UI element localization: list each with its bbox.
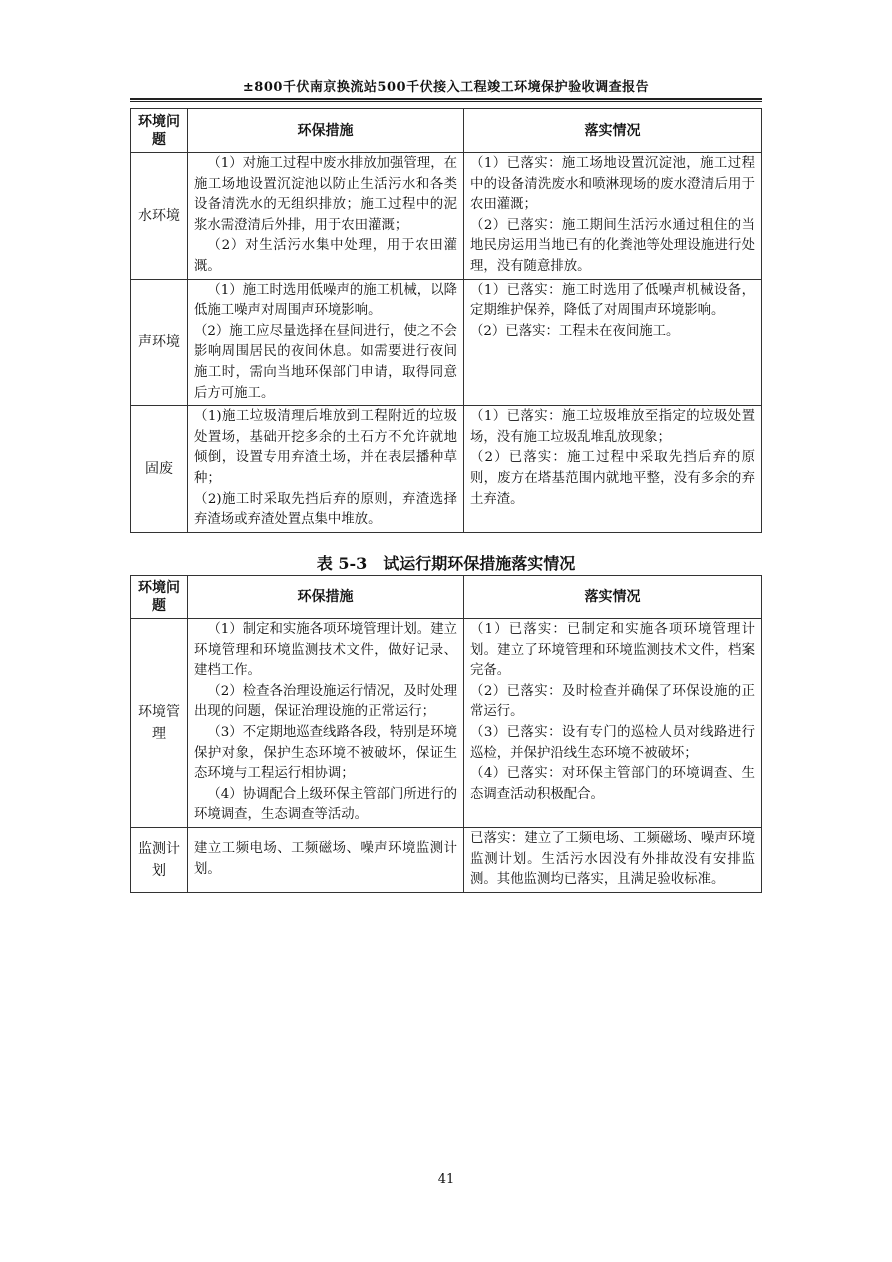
status-text: （1）已落实：施工场地设置沉淀池，施工过程中的设备清洗废水和喷淋现场的废水澄清后用于农田灌溉；	[470, 156, 755, 213]
status-text: （1）已落实：已制定和实施各项环境管理计划。建立了环境管理和环境监测技术文件，档案完备。	[470, 622, 755, 679]
measure-text: （1)施工垃圾清理后堆放到工程附近的垃圾处置场，基础开挖多余的土石方不允许就地倾倒，设置专用弃渣土场，并在表层播种草种；	[194, 409, 457, 486]
header-issue: 环境问题	[131, 576, 188, 619]
measure-text: （2）施工应尽量选择在昼间进行，使之不会影响周围居民的夜间休息。如需要进行夜间施工时，需向当地环保部门申请，取得同意后方可施工。	[194, 323, 457, 401]
status-text: （1）已落实：施工时选用了低噪声机械设备，定期维护保养，降低了对周围声环境影响。	[470, 282, 755, 319]
header-status: 落实情况	[464, 109, 762, 153]
status-text: （2）已落实：工程未在夜间施工。	[470, 323, 680, 339]
status-text: （2）已落实：施工期间生活污水通过租住的当地民房运用当地已有的化粪池等处理设施进行处理，没有随意排放。	[470, 217, 755, 274]
status-text: （4）已落实：对环保主管部门的环境调查、生态调查活动积极配合。	[470, 766, 755, 802]
header-status: 落实情况	[464, 576, 762, 619]
measure-text: （1）对施工过程中废水排放加强管理，在施工场地设置沉淀池以防止生活污水和各类设备清洗水的无组织排放；施工过程中的泥浆水需澄清后外排，用于农田灌溉；	[194, 156, 457, 233]
row-issue: 水环境	[131, 153, 188, 280]
header-issue: 环境问题	[131, 109, 188, 153]
status-text: （3）已落实：设有专门的巡检人员对线路进行巡检，并保护沿线生态环境不被破坏；	[470, 724, 755, 761]
table-caption: 表 5-3 试运行期环保措施落实情况	[316, 554, 576, 573]
row-status	[464, 619, 762, 828]
row-status	[464, 406, 762, 533]
page-number: 41	[437, 1172, 455, 1187]
row-measures	[188, 619, 464, 828]
status-text: （1）已落实：施工垃圾堆放至指定的垃圾处置场，没有施工垃圾乱堆乱放现象；	[470, 409, 755, 445]
row-status	[464, 279, 762, 406]
measure-text: （2)施工时采取先挡后弃的原则，弃渣选择弃渣场或弃渣处置点集中堆放。	[194, 491, 457, 528]
table-row	[131, 827, 762, 892]
header-rule	[130, 98, 762, 100]
row-measures	[188, 279, 464, 406]
row-status	[464, 153, 762, 280]
header-measures: 环保措施	[188, 109, 464, 153]
measure-text: （1）施工时选用低噪声的施工机械，以降低施工噪声对周围声环境影响。	[194, 282, 457, 319]
measure-text: （1）制定和实施各项环境管理计划。建立环境管理和环境监测技术文件，做好记录、建档工作。	[194, 622, 457, 679]
row-measures	[188, 406, 464, 533]
measure-text: （3）不定期地巡查线路各段，特别是环境保护对象，保护生态环境不被破坏，保证生态环境与工程运行相协调；	[194, 724, 457, 782]
row-measures	[188, 153, 464, 280]
construction-measures-table	[130, 108, 762, 533]
table-header-row	[131, 109, 762, 153]
header-measures: 环保措施	[188, 576, 464, 619]
page-header-title: ±800千伏南京换流站500千伏接入工程竣工环境保护验收调查报告	[242, 80, 650, 95]
row-status	[464, 827, 762, 892]
table-row	[131, 619, 762, 828]
row-issue: 声环境	[131, 279, 188, 406]
trial-operation-measures-table	[130, 575, 762, 893]
row-issue: 固废	[131, 406, 188, 533]
measure-text: （4）协调配合上级环保主管部门所进行的环境调查，生态调查等活动。	[194, 786, 457, 823]
measure-text: （2）对生活污水集中处理，用于农田灌溉。	[194, 238, 457, 274]
table-row	[131, 406, 762, 533]
row-measures	[188, 827, 464, 892]
status-text: （2）已落实：施工过程中采取先挡后弃的原则，废方在塔基范围内就地平整，没有多余的弃土弃渣。	[470, 450, 755, 507]
status-text: （2）已落实：及时检查并确保了环保设施的正常运行。	[470, 683, 755, 720]
status-text: 已落实：建立了工频电场、工频磁场、噪声环境监测计划。生活污水因没有外排故没有安排监测。其他监测均已落实，且满足验收标准。	[470, 830, 755, 888]
table-header-row	[131, 576, 762, 619]
row-issue: 监测计划	[131, 827, 188, 892]
header-rule-thin	[130, 101, 762, 102]
table-row	[131, 153, 762, 280]
measure-text: 建立工频电场、工频磁场、噪声环境监测计划。	[194, 841, 457, 877]
measure-text: （2）检查各治理设施运行情况，及时处理出现的问题，保证治理设施的正常运行；	[194, 683, 457, 720]
row-issue: 环境管理	[131, 619, 188, 828]
table-row	[131, 279, 762, 406]
